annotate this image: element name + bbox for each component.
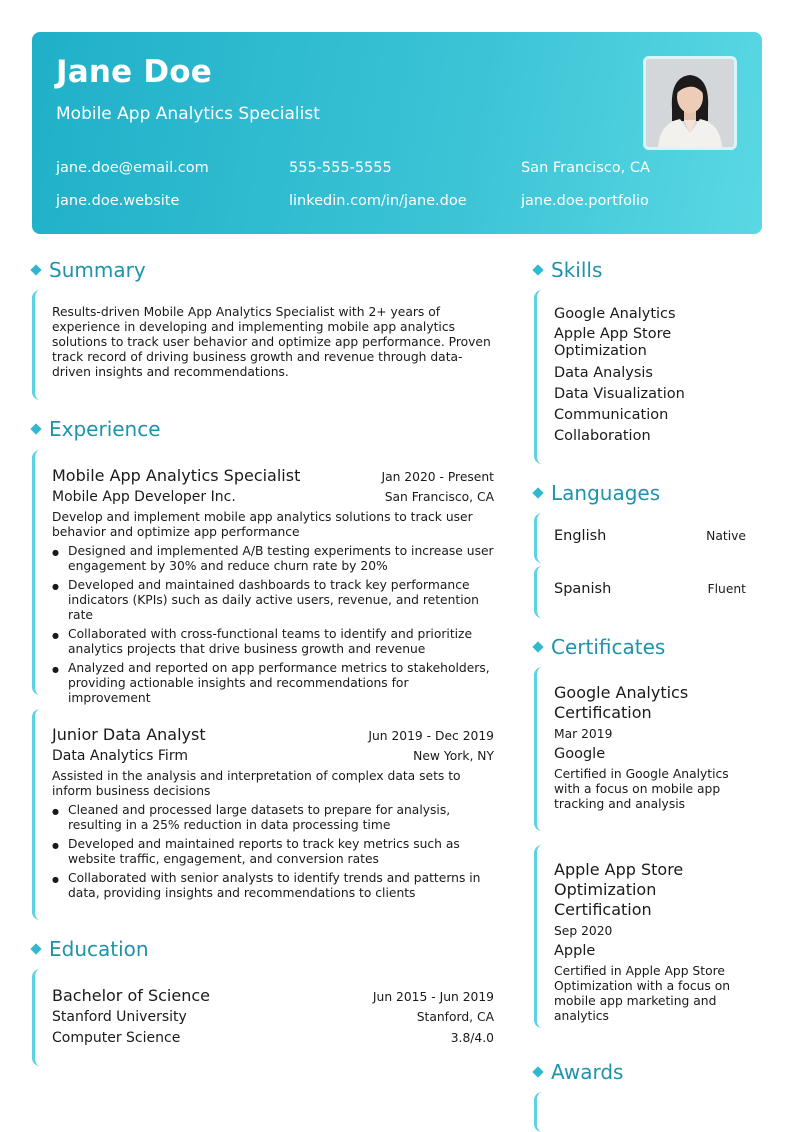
- job-description: Assisted in the analysis and interpretation of complex data sets to inform business decisions: [52, 769, 461, 798]
- awards-card: [534, 1092, 763, 1132]
- education-dates: Jun 2015 - Jun 2019: [372, 990, 494, 1004]
- language-level: Fluent: [707, 582, 746, 596]
- list-item: ● Developed and maintained dashboards to track key performance indicators (KPIs) such as daily active users, revenue, and retention rate: [52, 578, 494, 623]
- school-location: Stanford, CA: [416, 1010, 494, 1024]
- contact-email[interactable]: jane.doe@email.com: [56, 160, 209, 176]
- certificate-date: Mar 2019: [554, 727, 613, 741]
- diamond-bullet-icon: [532, 641, 543, 652]
- job-company: Mobile App Developer Inc.: [52, 489, 236, 505]
- languages-title: Languages: [551, 481, 661, 505]
- contact-linkedin[interactable]: linkedin.com/in/jane.doe: [289, 193, 467, 209]
- list-item: ● Collaborated with cross-functional teams to identify and prioritize analytics projects that drive business growth and revenue: [52, 627, 494, 657]
- candidate-name: Jane Doe: [56, 54, 212, 90]
- certificate-title: Apple App Store Optimization Certification: [554, 860, 684, 919]
- experience-title: Experience: [49, 417, 161, 441]
- education-field-row: [52, 1030, 494, 1046]
- job-2-header: [52, 725, 494, 744]
- awards-title: Awards: [551, 1060, 624, 1084]
- experience-heading: [30, 417, 161, 441]
- skill-item: Apple App Store Optimization: [554, 326, 672, 359]
- job-1-header: [52, 466, 494, 485]
- job-2-company-row: [52, 748, 494, 764]
- languages-heading: [532, 481, 660, 505]
- list-item: ● Collaborated with senior analysts to identify trends and patterns in data, providing insights and recommendations to clients: [52, 871, 494, 901]
- language-level: Native: [706, 529, 746, 543]
- job-dates: Jan 2020 - Present: [381, 470, 494, 484]
- list-item: ● Analyzed and reported on app performance metrics to stakeholders, providing actionable insights and recommendations for improvement: [52, 661, 494, 706]
- job-description: Develop and implement mobile app analytics solutions to track user behavior and optimize app performance: [52, 510, 473, 539]
- diamond-bullet-icon: [532, 264, 543, 275]
- job-1-bullets: [52, 544, 494, 710]
- school: Stanford University: [52, 1009, 187, 1025]
- skill-item: Google Analytics: [554, 306, 676, 322]
- job-2-bullets: [52, 803, 494, 905]
- summary-text: Results-driven Mobile App Analytics Specialist with 2+ years of experience in developing and implementing mobile app analytics solutions to track user behavior and optimize app performance. Proven track record of driving business growth and revenue through data-driven insights and recommendations.: [52, 305, 491, 379]
- certificate-description: Certified in Apple App Store Optimization with a focus on mobile app marketing and analytics: [554, 964, 731, 1023]
- skill-item: Collaboration: [554, 428, 651, 444]
- education-school-row: [52, 1009, 494, 1025]
- awards-heading: [532, 1060, 623, 1084]
- diamond-bullet-icon: [532, 1066, 543, 1077]
- resume-header: [32, 32, 762, 234]
- certificate-title: Google Analytics Certification: [554, 683, 689, 722]
- job-1-company-row: [52, 489, 494, 505]
- job-dates: Jun 2019 - Dec 2019: [368, 729, 494, 743]
- contact-website[interactable]: jane.doe.website: [56, 193, 180, 209]
- education-degree-row: [52, 986, 494, 1005]
- list-item: ● Cleaned and processed large datasets to prepare for analysis, resulting in a 25% reduction in data processing time: [52, 803, 494, 833]
- skill-item: Communication: [554, 407, 669, 423]
- language-row: [554, 581, 746, 597]
- job-company: Data Analytics Firm: [52, 748, 188, 764]
- skill-item: Data Analysis: [554, 365, 653, 381]
- diamond-bullet-icon: [30, 264, 41, 275]
- certificate-date: Sep 2020: [554, 924, 613, 938]
- candidate-title: Mobile App Analytics Specialist: [56, 104, 320, 124]
- contact-phone[interactable]: 555-555-5555: [289, 160, 392, 176]
- summary-heading: [30, 258, 146, 282]
- list-item: ● Developed and maintained reports to track key metrics such as website traffic, engagement, and conversion rates: [52, 837, 494, 867]
- certificates-title: Certificates: [551, 635, 666, 659]
- skills-list: [554, 305, 754, 448]
- contact-location: San Francisco, CA: [521, 160, 650, 176]
- summary-title: Summary: [49, 258, 146, 282]
- profile-photo: [643, 56, 737, 150]
- education-heading: [30, 937, 149, 961]
- diamond-bullet-icon: [532, 487, 543, 498]
- language-row: [554, 528, 746, 544]
- job-title: Junior Data Analyst: [52, 725, 206, 744]
- portrait-image: [646, 59, 734, 147]
- skills-title: Skills: [551, 258, 603, 282]
- job-title: Mobile App Analytics Specialist: [52, 466, 301, 485]
- certificate-issuer: Google: [554, 746, 606, 762]
- skills-heading: [532, 258, 602, 282]
- job-location: New York, NY: [413, 749, 494, 763]
- field-of-study: Computer Science: [52, 1030, 181, 1046]
- language-name: Spanish: [554, 581, 612, 597]
- contact-portfolio[interactable]: jane.doe.portfolio: [521, 193, 649, 209]
- skill-item: Data Visualization: [554, 386, 685, 402]
- degree: Bachelor of Science: [52, 986, 210, 1005]
- certificate-issuer: Apple: [554, 943, 596, 959]
- diamond-bullet-icon: [30, 943, 41, 954]
- education-title: Education: [49, 937, 149, 961]
- job-location: San Francisco, CA: [384, 490, 494, 504]
- certificate-description: Certified in Google Analytics with a focus on mobile app tracking and analysis: [554, 767, 729, 811]
- list-item: ● Designed and implemented A/B testing experiments to increase user engagement by 30% and reduce churn rate by 20%: [52, 544, 494, 574]
- certificates-heading: [532, 635, 665, 659]
- language-name: English: [554, 528, 607, 544]
- diamond-bullet-icon: [30, 423, 41, 434]
- gpa: 3.8/4.0: [450, 1031, 494, 1045]
